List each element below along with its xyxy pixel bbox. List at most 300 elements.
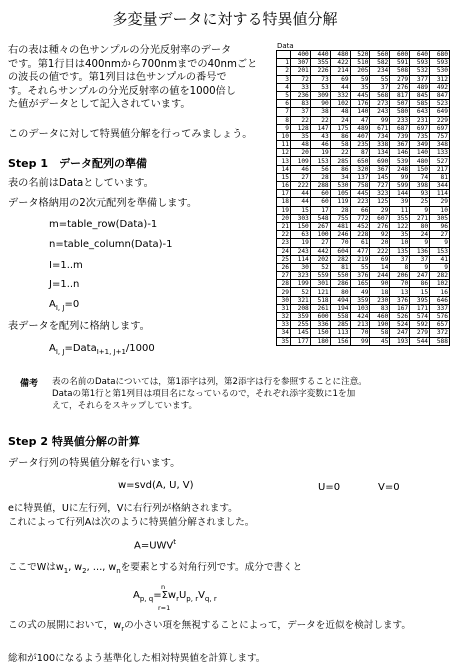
table-cell: 41 (430, 255, 450, 263)
table-row (277, 304, 450, 312)
table-cell: 247 (410, 272, 430, 280)
table-cell: 591 (390, 59, 410, 67)
table-cell: 55 (350, 263, 370, 271)
table-row-label: 12 (277, 149, 291, 157)
table-cell: 518 (310, 296, 330, 304)
table-cell: 568 (370, 91, 390, 99)
step1-text-prepare-array: データ格納用の2次元配列を準備します。 (8, 198, 198, 209)
table-row-label: 27 (277, 272, 291, 280)
table-cell: 81 (330, 263, 350, 271)
table-cell: 80 (410, 222, 430, 230)
table-row (277, 263, 450, 271)
table-cell: 30 (290, 263, 310, 271)
table-cell: 755 (330, 214, 350, 222)
step1-text-table-name: 表の名前はDataとしています。 (8, 178, 154, 189)
table-cell: 83 (290, 100, 310, 108)
table-row (277, 116, 450, 124)
table-cell: 307 (290, 59, 310, 67)
table-cell: 593 (430, 59, 450, 67)
table-row-label: 23 (277, 239, 291, 247)
table-cell: 267 (310, 222, 330, 230)
table-cell: 28 (330, 206, 350, 214)
table-cell: 86 (330, 165, 350, 173)
table-row-label: 6 (277, 100, 291, 108)
table-cell: 74 (410, 173, 430, 181)
step2-heading: Step 2 特異値分解の計算 (8, 435, 140, 448)
table-cell: 286 (330, 280, 350, 288)
intro-line: 右の表は種々の色サンプルの分光反射率のデータ (8, 45, 232, 56)
intro-paragraph (8, 44, 257, 112)
table-cell: 544 (410, 337, 430, 345)
table-cell: 22 (330, 149, 350, 157)
table-row (277, 255, 450, 263)
sum-upper-limit: n (161, 583, 166, 591)
table-row (277, 83, 450, 91)
table-cell: 92 (370, 231, 390, 239)
table-cell: 231 (410, 116, 430, 124)
table-cell: 230 (370, 296, 390, 304)
table-cell: 600 (310, 313, 330, 321)
table-cell: 20 (290, 149, 310, 157)
table-cell: 9 (410, 239, 430, 247)
table-row-label: 2 (277, 67, 291, 75)
table-cell: 9 (430, 239, 450, 247)
step1-text-store-data: 表データを配列に格納します。 (8, 321, 150, 332)
table-row-label: 15 (277, 173, 291, 181)
table-cell: 344 (430, 182, 450, 190)
table-cell: 309 (310, 91, 330, 99)
table-cell: 532 (410, 67, 430, 75)
table-row (277, 206, 450, 214)
table-cell: 548 (310, 214, 330, 222)
table-cell: 44 (290, 190, 310, 198)
table-cell: 102 (430, 280, 450, 288)
table-cell: 103 (350, 304, 370, 312)
table-row (277, 100, 450, 108)
table-cell: 137 (350, 173, 370, 181)
table-cell: 477 (350, 247, 370, 255)
table-row (277, 313, 450, 321)
table-cell: 19 (290, 239, 310, 247)
table-row (277, 59, 450, 67)
table-cell: 52 (310, 263, 330, 271)
table-cell: 49 (350, 288, 370, 296)
table-cell: 355 (310, 59, 330, 67)
table-row (277, 190, 450, 198)
table-cell: 398 (410, 182, 430, 190)
step2-text-svd: データ行列の特異値分解を行います。 (8, 458, 181, 469)
table-cell: 73 (310, 75, 330, 83)
table-cell: 407 (350, 132, 370, 140)
table-cell: 86 (410, 280, 430, 288)
table-cell: 376 (390, 296, 410, 304)
table-cell: 208 (290, 304, 310, 312)
table-row-label: 28 (277, 280, 291, 288)
table-cell: 558 (330, 313, 350, 321)
table-cell: 222 (290, 182, 310, 190)
table-cell: 27 (290, 173, 310, 181)
table-cell: 114 (430, 190, 450, 198)
table-cell: 255 (290, 321, 310, 329)
table-row-label: 29 (277, 288, 291, 296)
formula-a-uwv: $A=UWV^t$ (134, 538, 177, 552)
table-cell: 657 (430, 321, 450, 329)
table-cell: 273 (370, 100, 390, 108)
table-header-cell: 440 (310, 51, 330, 59)
table-header-cell: 520 (350, 51, 370, 59)
table-cell: 22 (310, 116, 330, 124)
table-cell: 58 (370, 329, 390, 337)
table-cell: 757 (430, 132, 450, 140)
table-cell: 22 (290, 116, 310, 124)
note-body (52, 376, 367, 412)
table-cell: 285 (330, 321, 350, 329)
table-cell: 47 (350, 116, 370, 124)
table-cell: 136 (410, 247, 430, 255)
table-cell: 219 (350, 255, 370, 263)
table-cell: 243 (290, 247, 310, 255)
table-cell: 24 (410, 231, 430, 239)
table-cell: 70 (330, 239, 350, 247)
step1-heading: Step 1 データ配列の準備 (8, 157, 147, 170)
table-cell: 376 (350, 272, 370, 280)
table-cell: 102 (330, 100, 350, 108)
table-cell: 150 (410, 165, 430, 173)
formula-component-sum: $A_{p, q}=\Sigma w_rU_{p, r}V_{q, r}$ (133, 590, 217, 603)
table-cell: 377 (410, 75, 430, 83)
table-cell: 337 (430, 304, 450, 312)
table-row (277, 198, 450, 206)
table-cell: 87 (350, 149, 370, 157)
table-cell: 323 (290, 272, 310, 280)
formula-a-assign: $A_{I, J}=Data_{I+1, J+1}/1000$ (49, 343, 155, 356)
table-header-cell: 480 (330, 51, 350, 59)
table-row-label: 14 (277, 165, 291, 173)
table-cell: 167 (390, 304, 410, 312)
table-cell: 8 (390, 263, 410, 271)
note-line: えて，それらをスキップしています。 (52, 401, 198, 411)
table-cell: 336 (310, 321, 330, 329)
table-cell: 646 (430, 296, 450, 304)
table-cell: 113 (330, 329, 350, 337)
table-cell: 60 (310, 190, 330, 198)
table-cell: 70 (390, 280, 410, 288)
table-cell: 452 (350, 222, 370, 230)
table-cell: 10 (390, 239, 410, 247)
table-cell: 494 (330, 296, 350, 304)
table-cell: 735 (410, 132, 430, 140)
table-cell: 16 (430, 288, 450, 296)
table-cell: 165 (350, 280, 370, 288)
table-cell: 96 (430, 222, 450, 230)
table-row (277, 173, 450, 181)
table-cell: 9 (410, 263, 430, 271)
table-cell: 349 (410, 141, 430, 149)
table-cell: 35 (350, 83, 370, 91)
table-cell: 153 (310, 157, 330, 165)
table-cell: 81 (430, 173, 450, 181)
table-cell: 550 (330, 272, 350, 280)
table-cell: 588 (430, 337, 450, 345)
table-cell: 276 (390, 83, 410, 91)
table-row (277, 149, 450, 157)
table-cell: 17 (310, 206, 330, 214)
table-cell: 60 (310, 198, 330, 206)
table-cell: 489 (410, 83, 430, 91)
table-row-label: 7 (277, 108, 291, 116)
table-cell: 147 (310, 124, 330, 132)
table-cell: 845 (410, 91, 430, 99)
table-cell: 61 (350, 239, 370, 247)
table-cell: 247 (390, 329, 410, 337)
table-row-label: 32 (277, 313, 291, 321)
table-cell: 246 (330, 231, 350, 239)
table-row (277, 141, 450, 149)
formula-i-range: I=1..m (49, 260, 83, 271)
table-cell: 48 (330, 108, 350, 116)
table-row (277, 280, 450, 288)
table-row (277, 296, 450, 304)
table-cell: 243 (370, 108, 390, 116)
table-row (277, 321, 450, 329)
table-row (277, 108, 450, 116)
table-row (277, 231, 450, 239)
table-cell: 507 (390, 100, 410, 108)
table-row (277, 91, 450, 99)
table-cell: 228 (350, 231, 370, 239)
table-cell: 10 (430, 206, 450, 214)
table-cell: 99 (390, 173, 410, 181)
table-cell: 11 (390, 206, 410, 214)
table-cell: 305 (430, 214, 450, 222)
table-cell: 37 (390, 255, 410, 263)
table-cell: 39 (390, 198, 410, 206)
table-cell: 80 (330, 288, 350, 296)
table-cell: 223 (350, 198, 370, 206)
table-cell: 134 (370, 149, 390, 157)
table-row-label: 19 (277, 206, 291, 214)
sum-lower-limit: r=1 (158, 604, 171, 612)
table-cell: 226 (310, 67, 330, 75)
table-cell: 90 (310, 100, 330, 108)
table-row (277, 214, 450, 222)
table-cell: 338 (370, 141, 390, 149)
table-cell: 526 (390, 313, 410, 321)
table-cell: 83 (370, 304, 390, 312)
table-row-label: 11 (277, 141, 291, 149)
table-cell: 150 (310, 329, 330, 337)
intro-closing: このデータに対して特異値分解を行ってみましょう。 (8, 129, 253, 140)
table-row (277, 288, 450, 296)
table-cell: 282 (330, 255, 350, 263)
table-cell: 156 (330, 337, 350, 345)
table-cell: 222 (370, 247, 390, 255)
table-row-label: 13 (277, 157, 291, 165)
formula-m: m=table_row(Data)-1 (49, 219, 158, 230)
table-row (277, 67, 450, 75)
table-cell: 523 (430, 100, 450, 108)
table-row-label: 18 (277, 198, 291, 206)
note-line: 表の名前のDataについては，第1添字は列，第2添字は行を参照することに注意。 (52, 377, 367, 387)
table-cell: 233 (390, 116, 410, 124)
table-row-label: 3 (277, 75, 291, 83)
table-row-label: 35 (277, 337, 291, 345)
formula-a-init: $A_{I, J}=0$ (49, 299, 80, 312)
table-cell: 99 (350, 337, 370, 345)
table-cell: 481 (330, 222, 350, 230)
table-cell: 145 (370, 173, 390, 181)
table-row (277, 337, 450, 345)
intro-line: です。第1行目は400nmから700nmまでの40nmごと (8, 58, 258, 70)
table-cell: 217 (430, 165, 450, 173)
table-cell: 69 (330, 75, 350, 83)
table-cell: 35 (390, 231, 410, 239)
table-cell: 422 (330, 59, 350, 67)
table-cell: 52 (290, 288, 310, 296)
table-cell: 592 (410, 321, 430, 329)
table-row (277, 239, 450, 247)
table-cell: 582 (370, 59, 390, 67)
table-cell: 44 (290, 198, 310, 206)
table-row (277, 157, 450, 165)
table-cell: 235 (350, 141, 370, 149)
table-cell: 20 (370, 239, 390, 247)
table-cell: 58 (330, 141, 350, 149)
table-cell: 236 (290, 91, 310, 99)
table-row-label: 16 (277, 182, 291, 190)
table-cell: 35 (290, 132, 310, 140)
table-cell: 607 (370, 214, 390, 222)
table-cell: 48 (290, 141, 310, 149)
table-cell: 43 (310, 132, 330, 140)
table-cell: 144 (390, 190, 410, 198)
table-cell: 44 (330, 83, 350, 91)
table-cell: 323 (370, 190, 390, 198)
table-cell: 261 (310, 304, 330, 312)
table-row-label: 17 (277, 190, 291, 198)
table-cell: 510 (350, 59, 370, 67)
table-header-cell: 600 (390, 51, 410, 59)
table-cell: 527 (430, 157, 450, 165)
table-cell: 59 (350, 75, 370, 83)
table-cell: 734 (370, 132, 390, 140)
table-row (277, 124, 450, 132)
table-cell: 37 (370, 83, 390, 91)
table-cell: 288 (310, 182, 330, 190)
table-row-label: 24 (277, 247, 291, 255)
table-cell: 649 (430, 108, 450, 116)
step2-text-approximation: この式の展開において，$w_r$の小さい項を無視することによって，データを近似を検討します。 (8, 620, 411, 633)
table-cell: 599 (390, 182, 410, 190)
table-cell: 690 (370, 157, 390, 165)
step2-text-w-diagonal: ここでWは$w_1$, $w_2$, …, $w_n$を要素とする対角行列です。成分で書くと (8, 562, 303, 575)
table-cell: 27 (430, 231, 450, 239)
table-cell: 234 (370, 67, 390, 75)
table-cell: 348 (430, 141, 450, 149)
table-cell: 53 (310, 83, 330, 91)
table-cell: 312 (430, 75, 450, 83)
step2-text-relative-sv: 総和が100になるよう基準化した相対特異値を計算します。 (8, 653, 266, 664)
step2-text-decomposed: これによって行列Aは次のように特異値分解されました。 (8, 517, 255, 528)
table-cell: 90 (370, 280, 390, 288)
table-cell: 489 (350, 124, 370, 132)
data-table (276, 50, 450, 346)
table-cell: 687 (390, 124, 410, 132)
table-cell: 508 (390, 67, 410, 75)
table-cell: 248 (390, 165, 410, 173)
table-cell: 190 (370, 321, 390, 329)
intro-line: た値がデータとして記入されています。 (8, 99, 191, 110)
table-cell: 445 (350, 190, 370, 198)
table-label: Data (277, 42, 294, 50)
table-cell: 279 (410, 329, 430, 337)
step2-text-stored: eに特異値，Uに左行列，Vに右行列が格納されます。 (8, 503, 238, 514)
table-cell: 817 (390, 91, 410, 99)
table-cell: 63 (290, 231, 310, 239)
table-cell: 772 (350, 214, 370, 222)
table-cell: 367 (370, 165, 390, 173)
table-cell: 576 (430, 313, 450, 321)
table-cell: 650 (350, 157, 370, 165)
table-cell: 530 (330, 182, 350, 190)
table-cell: 214 (330, 67, 350, 75)
table-cell: 205 (350, 67, 370, 75)
table-header-cell: 680 (430, 51, 450, 59)
table-cell: 19 (310, 149, 330, 157)
table-cell: 13 (390, 288, 410, 296)
table-cell: 175 (330, 124, 350, 132)
table-cell: 109 (290, 157, 310, 165)
table-cell: 153 (430, 247, 450, 255)
table-cell: 37 (410, 255, 430, 263)
table-row-label: 26 (277, 263, 291, 271)
table-cell: 593 (410, 59, 430, 67)
table-cell: 320 (350, 165, 370, 173)
table-cell: 46 (310, 141, 330, 149)
table-cell: 282 (430, 272, 450, 280)
formula-u-init: U=0 (318, 482, 341, 493)
table-cell: 671 (370, 124, 390, 132)
table-cell: 697 (430, 124, 450, 132)
table-row (277, 329, 450, 337)
table-row-label: 5 (277, 91, 291, 99)
formula-svd: w=svd(A, U, V) (118, 480, 194, 491)
table-cell: 27 (310, 239, 330, 247)
table-cell: 524 (390, 321, 410, 329)
table-cell: 150 (290, 222, 310, 230)
table-header-row (277, 51, 450, 59)
table-cell: 367 (390, 141, 410, 149)
table-cell: 424 (350, 313, 370, 321)
table-cell: 530 (430, 67, 450, 75)
table-row (277, 247, 450, 255)
table-header-cell: 560 (370, 51, 390, 59)
table-cell: 18 (370, 288, 390, 296)
formula-n: n=table_column(Data)-1 (49, 239, 173, 250)
table-cell: 14 (370, 263, 390, 271)
table-header-cell (277, 51, 291, 59)
table-cell: 332 (330, 91, 350, 99)
table-row (277, 75, 450, 83)
table-cell: 193 (390, 337, 410, 345)
formula-j-range: J=1..n (49, 279, 80, 290)
table-row (277, 132, 450, 140)
table-cell: 739 (390, 132, 410, 140)
table-cell: 180 (310, 337, 330, 345)
table-cell: 539 (390, 157, 410, 165)
table-cell: 93 (410, 190, 430, 198)
table-cell: 372 (430, 329, 450, 337)
